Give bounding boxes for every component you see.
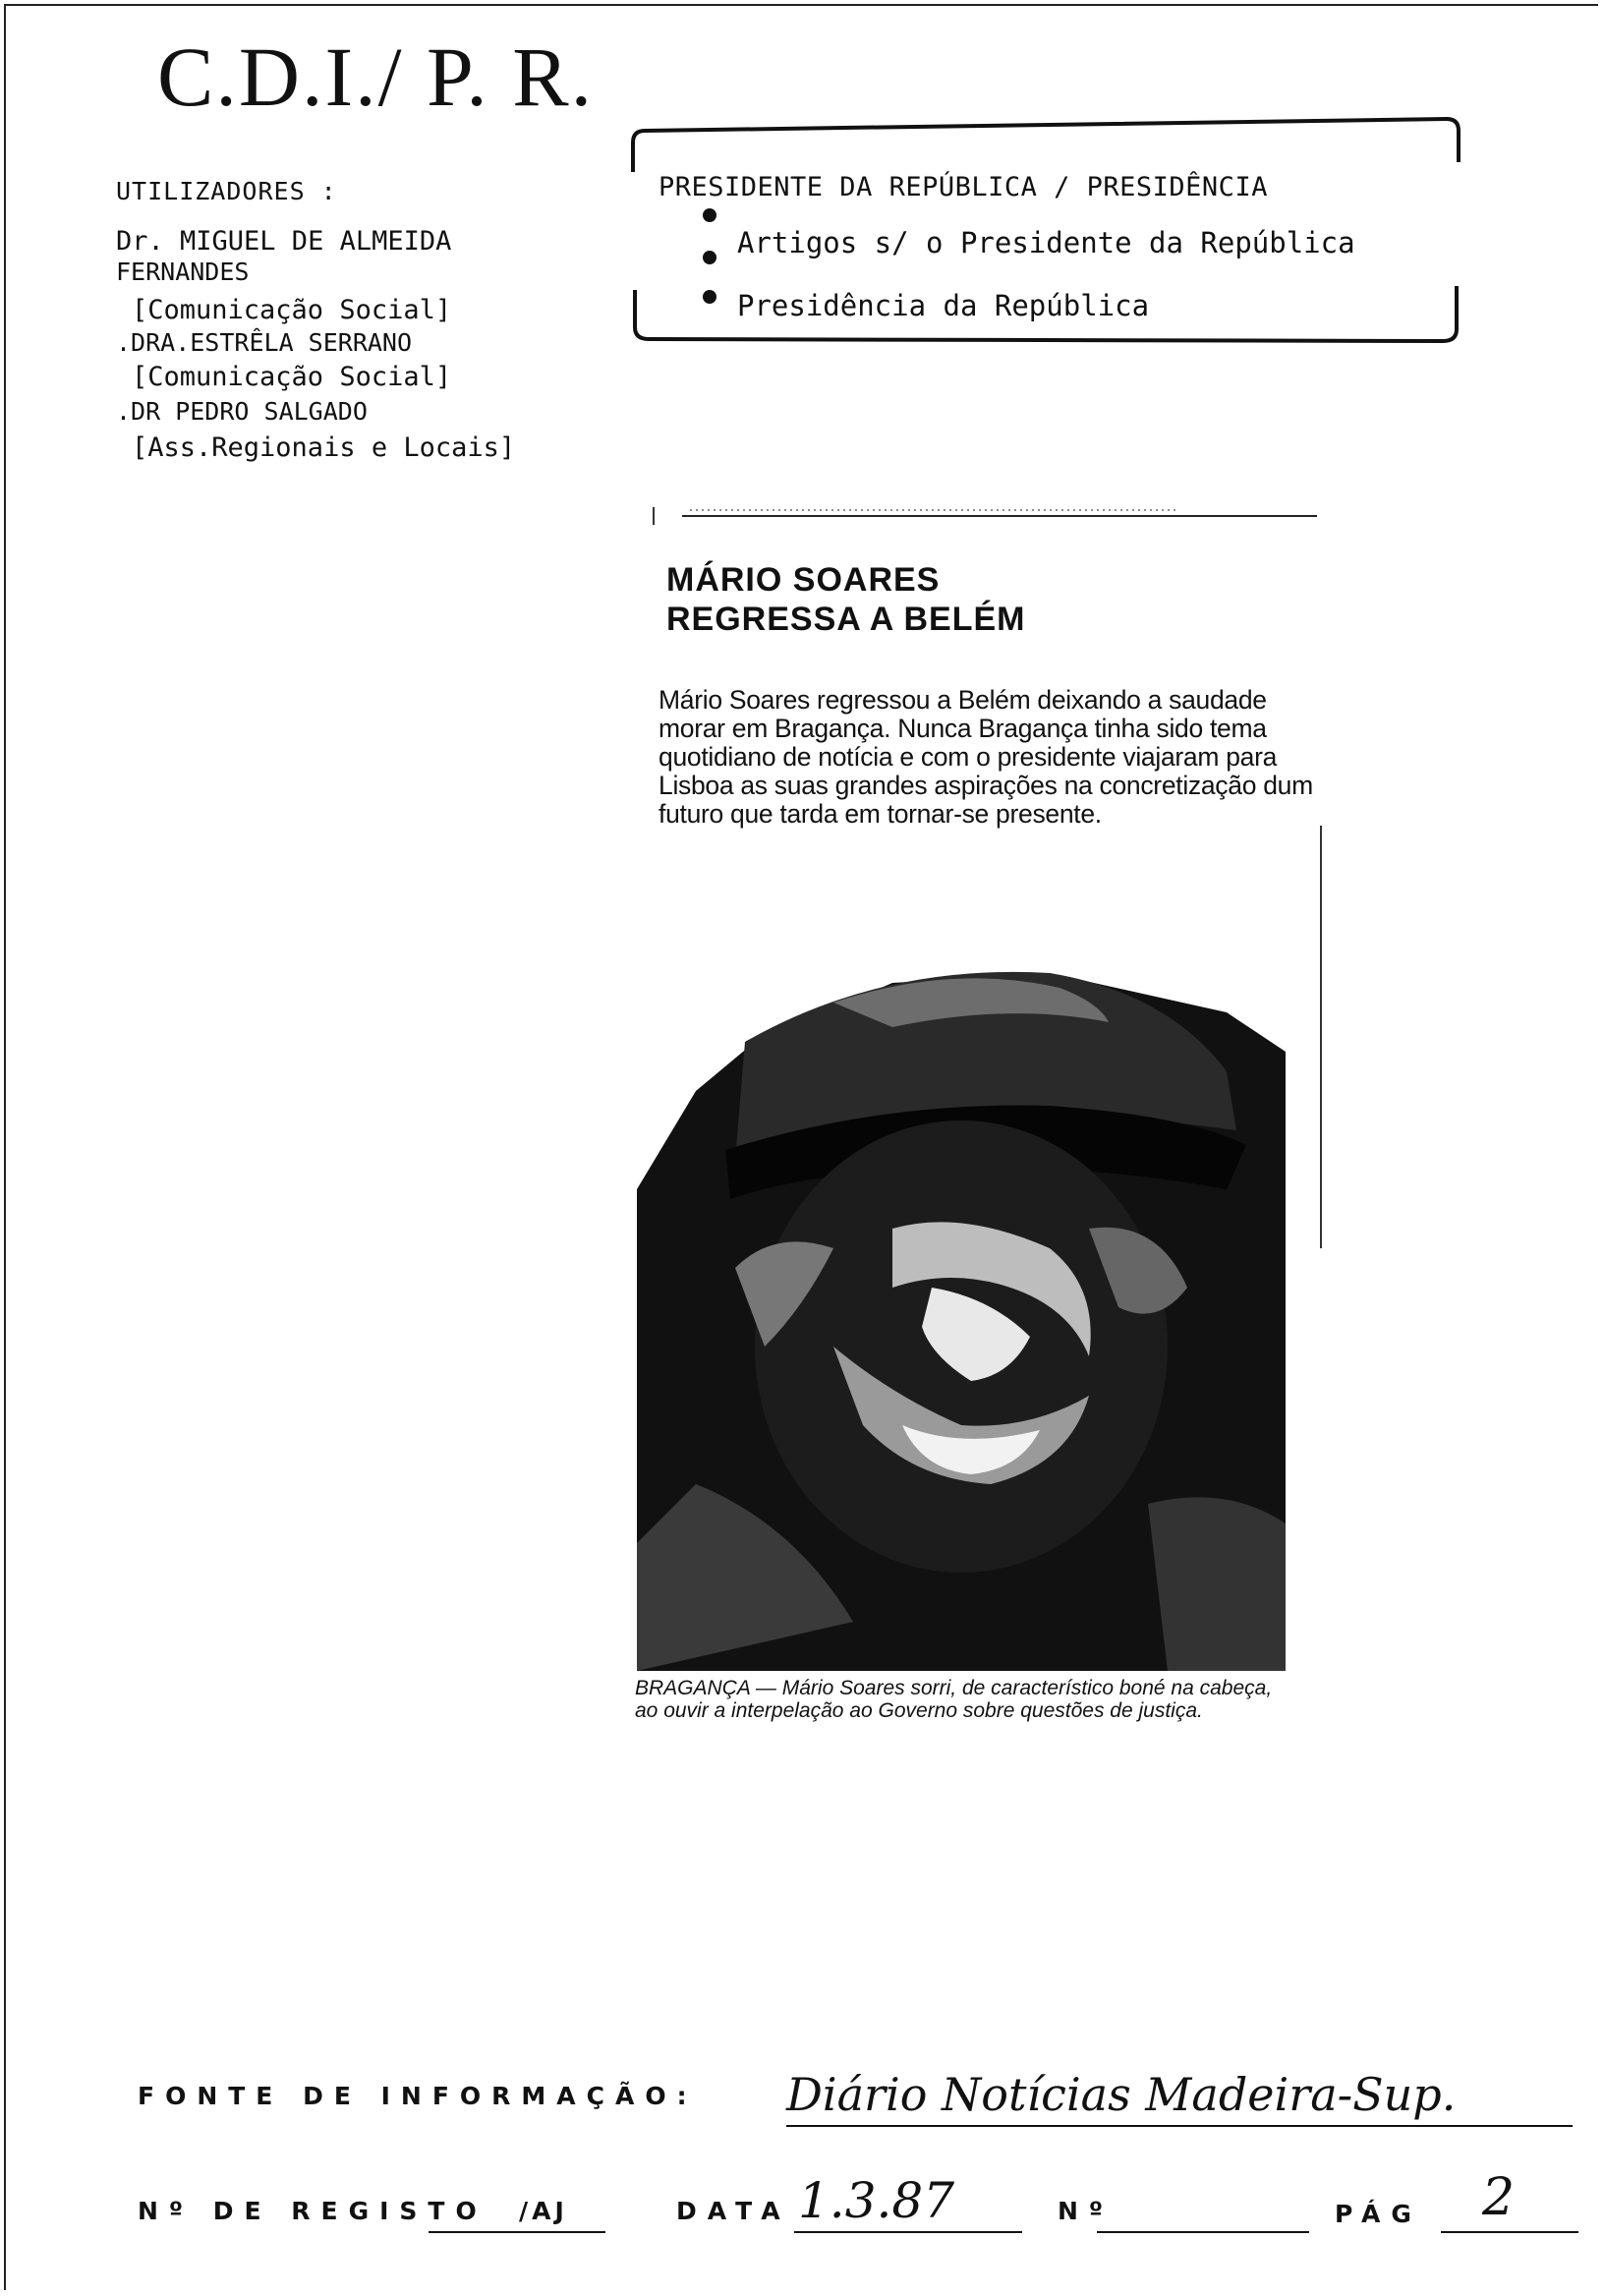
registo-line: [429, 2231, 605, 2233]
subject-item: Presidência da República: [737, 289, 1150, 322]
numero-label: Nº: [1058, 2197, 1115, 2225]
user-line: [Ass.Regionais e Locais]: [132, 432, 516, 463]
photo-caption: BRAGANÇA — Mário Soares sorri, de característico boné na cabeça, ao ouvir a interpelação ao Governo sobre questões de justiça.: [635, 1677, 1273, 1722]
user-line: Dr. MIGUEL DE ALMEIDA: [116, 226, 452, 257]
article-photo: [637, 934, 1286, 1671]
registo-suffix: /AJ: [519, 2197, 568, 2225]
bullet-icon: [703, 290, 716, 304]
subject-title: PRESIDENTE DA REPÚBLICA / PRESIDÊNCIA: [659, 172, 1268, 202]
subject-item: Artigos s/ o Presidente da República: [737, 226, 1355, 259]
pag-line: [1441, 2231, 1578, 2233]
user-line: [Comunicação Social]: [132, 362, 452, 392]
article-rule: [682, 515, 1317, 517]
headline-line: MÁRIO SOARES: [666, 561, 941, 599]
users-heading: UTILIZADORES :: [116, 177, 337, 205]
bullet-icon: [703, 208, 716, 222]
column-rule: [1320, 826, 1322, 1248]
source-line: [786, 2125, 1573, 2127]
article-headline: [666, 560, 1025, 639]
pag-label: PÁG: [1335, 2200, 1422, 2228]
user-line: FERNANDES: [116, 258, 250, 286]
page-title: C.D.I./ P. R.: [157, 29, 595, 124]
headline-line: REGRESSA A BELÉM: [666, 601, 1026, 638]
article-rule-stipple: [688, 507, 1179, 513]
user-line: [Comunicação Social]: [132, 295, 452, 325]
photo-portrait: [637, 934, 1286, 1671]
page-handwritten-value: 2: [1482, 2168, 1516, 2227]
data-line: [794, 2231, 1022, 2233]
numero-line: [1097, 2231, 1309, 2233]
source-label: FONTE DE INFORMAÇÃO:: [138, 2082, 698, 2110]
bullet-icon: [703, 251, 716, 264]
source-handwritten-value: Diário Notícias Madeira-Sup.: [786, 2068, 1457, 2121]
registo-label: Nº DE REGISTO: [138, 2197, 487, 2225]
data-label: DATA: [676, 2197, 791, 2225]
date-handwritten-value: 1.3.87: [798, 2172, 955, 2229]
article-body: Mário Soares regressou a Belém deixando a saudade morar em Bragança. Nunca Bragança tinha sido tema quotidiano de notícia e com o presidente viajaram para Lisboa as suas grandes aspirações na concretização dum futuro que tarda em tornar-se presente.: [659, 685, 1313, 829]
user-line: .DR PEDRO SALGADO: [116, 397, 368, 426]
user-line: .DRA.ESTRÊLA SERRANO: [116, 328, 413, 357]
article-tick: [653, 507, 655, 525]
